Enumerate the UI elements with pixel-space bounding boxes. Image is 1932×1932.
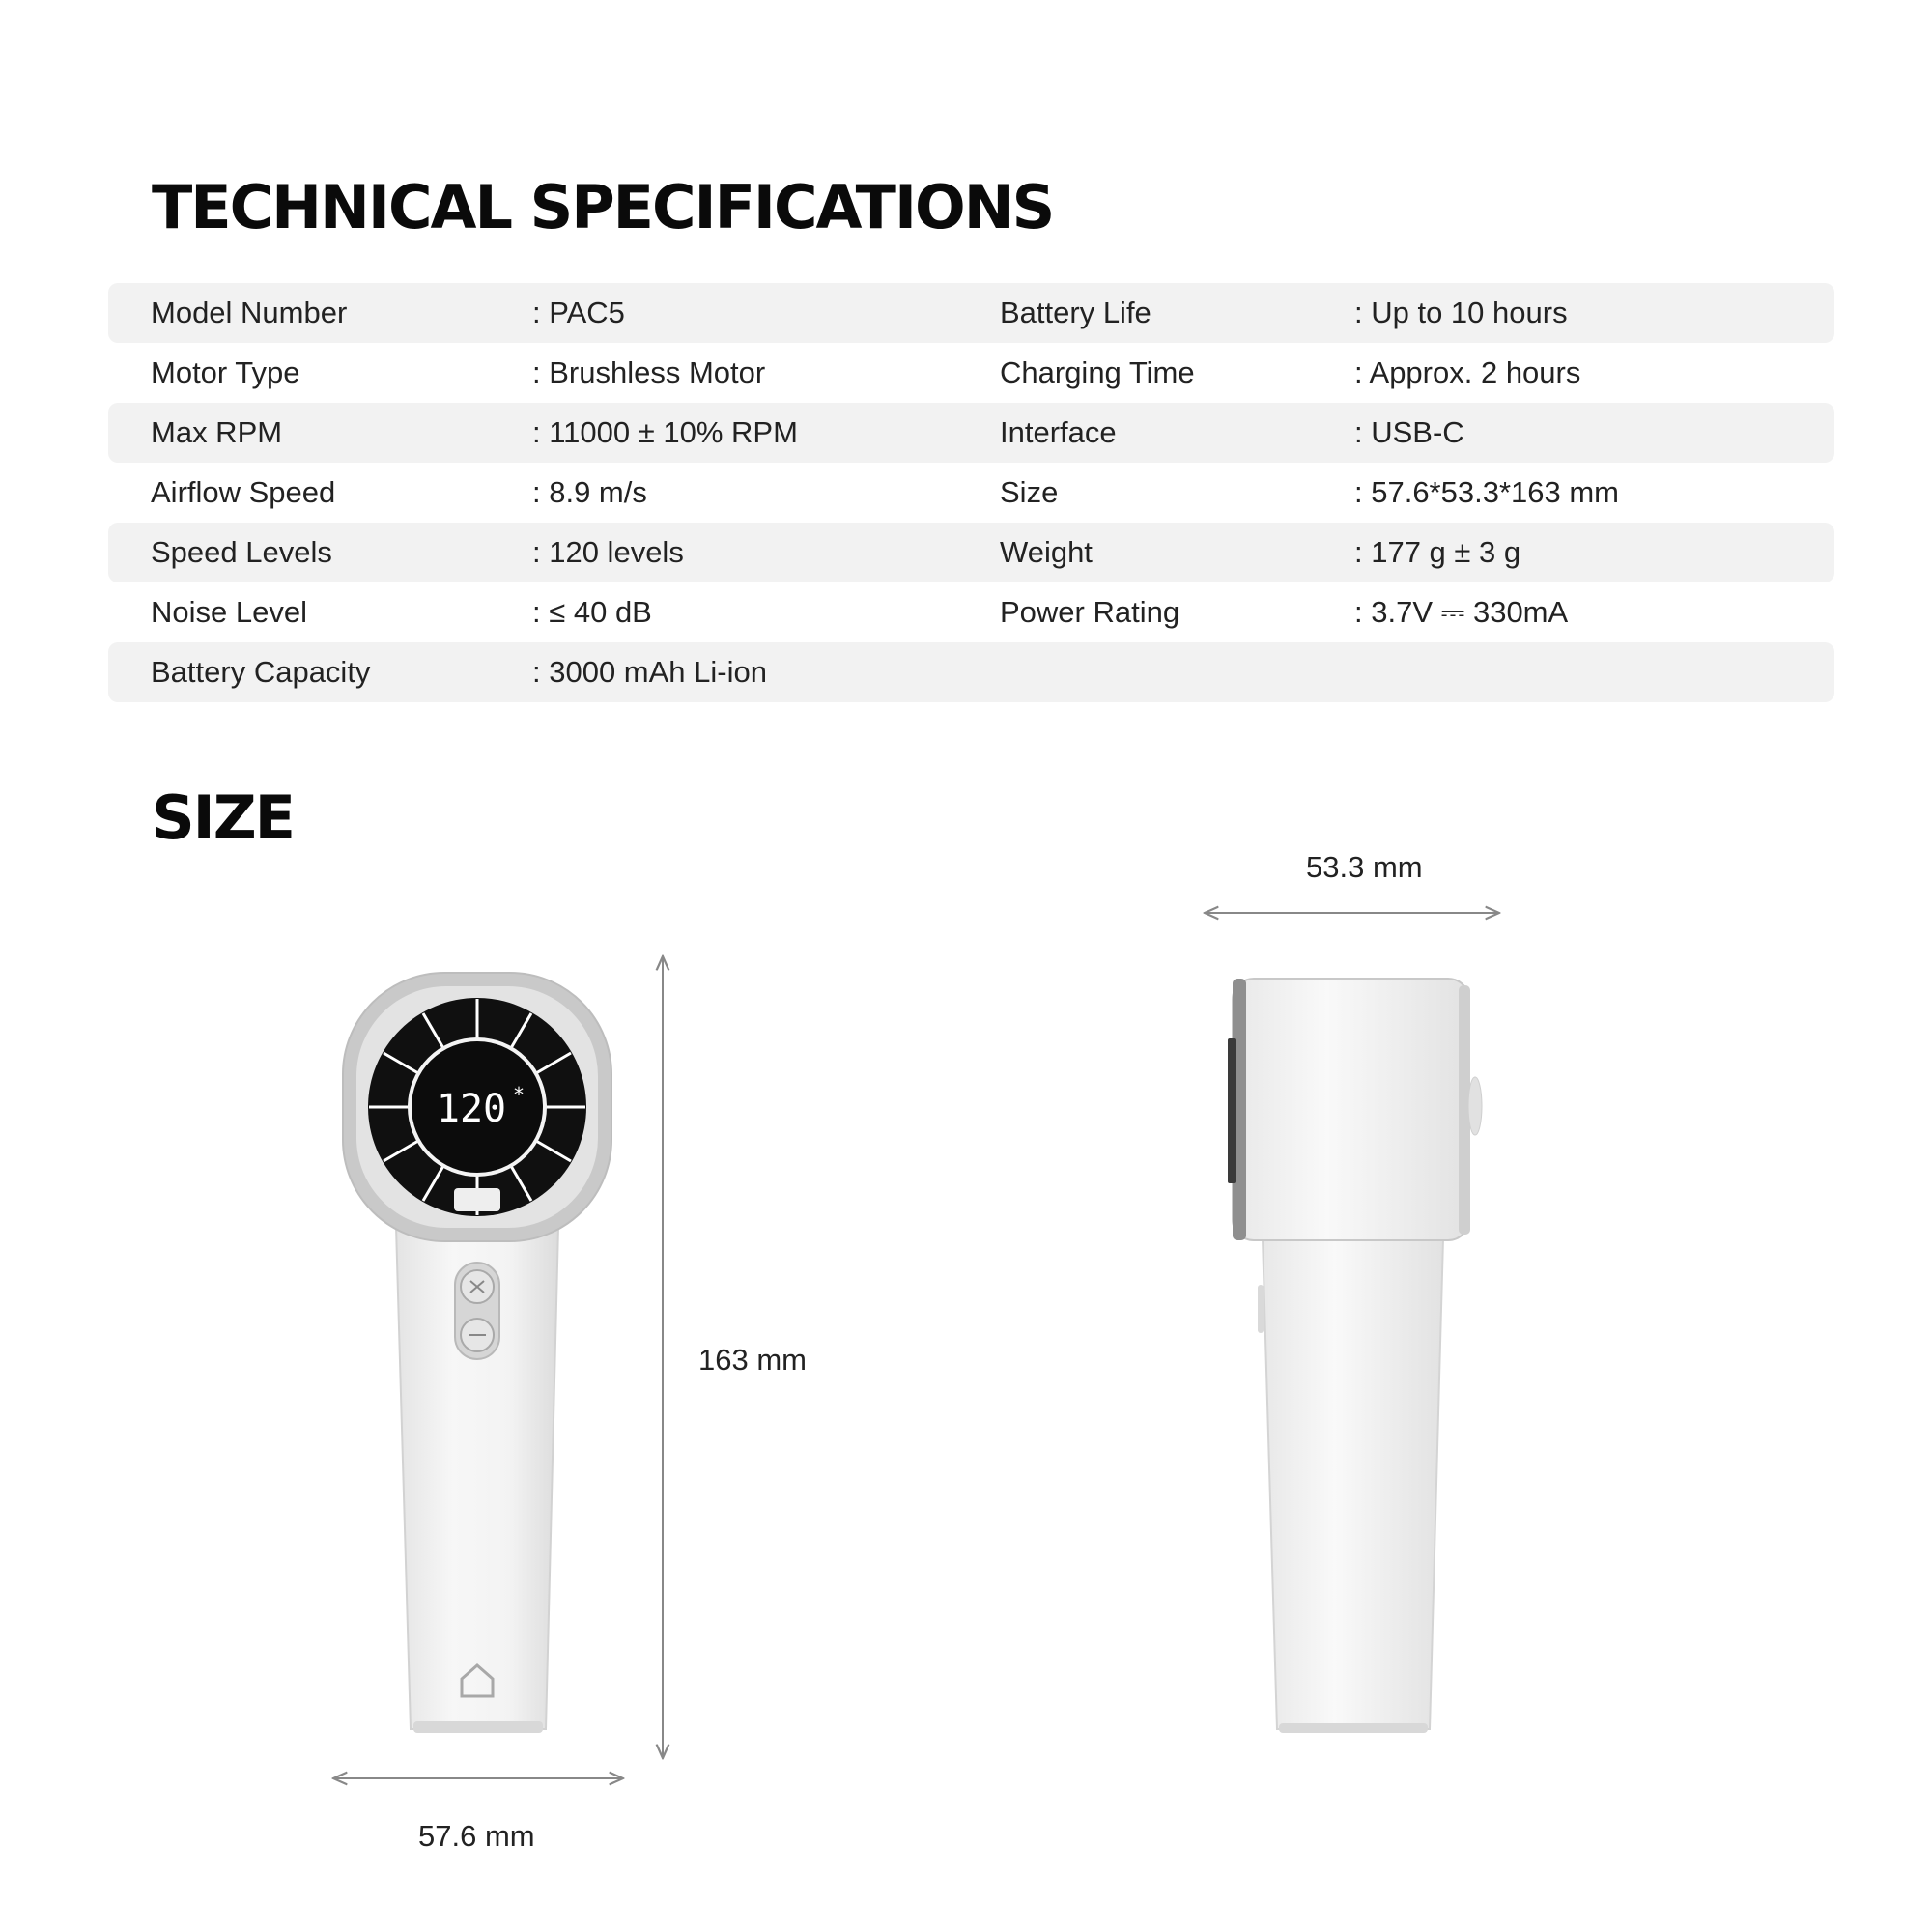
spec-title: TECHNICAL SPECIFICATIONS — [152, 172, 1054, 242]
spec-label: Max RPM — [151, 415, 283, 449]
spec-label: Size — [1000, 475, 1059, 509]
spec-value: : 120 levels — [532, 535, 684, 569]
fan-neck — [454, 1188, 500, 1211]
spec-label: Speed Levels — [151, 535, 332, 569]
spec-label: Motor Type — [151, 355, 300, 389]
spec-value: : PAC5 — [532, 296, 625, 329]
size-title: SIZE — [152, 782, 295, 853]
spec-value: : 3000 mAh Li-ion — [532, 655, 767, 689]
spec-value: : 8.9 m/s — [532, 475, 647, 509]
spec-label: Battery Capacity — [151, 655, 371, 689]
side-width-label: 53.3 mm — [1306, 850, 1423, 884]
side-handle — [1263, 1238, 1443, 1729]
spec-label: Battery Life — [1000, 296, 1151, 329]
spec-value: : ≤ 40 dB — [532, 595, 652, 629]
spec-label: Power Rating — [1000, 595, 1180, 629]
side-button — [1258, 1285, 1264, 1333]
side-back-knob — [1468, 1077, 1482, 1135]
side-front-grille — [1228, 1038, 1236, 1183]
spec-value: : 11000 ± 10% RPM — [532, 415, 798, 449]
spec-value: : Brushless Motor — [532, 355, 766, 389]
spec-value: : 177 g ± 3 g — [1354, 535, 1521, 569]
fan-side-view — [1228, 979, 1482, 1733]
spec-label: Interface — [1000, 415, 1117, 449]
snowflake-icon: * — [514, 1083, 524, 1106]
spec-value: : USB-C — [1354, 415, 1464, 449]
spec-label: Weight — [1000, 535, 1093, 569]
spec-value: : Approx. 2 hours — [1354, 355, 1581, 389]
side-handle-base — [1279, 1723, 1428, 1733]
spec-label: Model Number — [151, 296, 348, 329]
spec-label: Airflow Speed — [151, 475, 336, 509]
spec-value: : 57.6*53.3*163 mm — [1354, 475, 1620, 509]
display-readout: 120 — [436, 1087, 507, 1131]
spec-label: Charging Time — [1000, 355, 1195, 389]
spec-value: : 3.7V ⎓ 330mA — [1354, 595, 1569, 629]
spec-label: Noise Level — [151, 595, 307, 629]
front-width-label: 57.6 mm — [418, 1819, 535, 1853]
height-label: 163 mm — [698, 1343, 807, 1377]
side-head — [1233, 979, 1469, 1240]
spec-value: : Up to 10 hours — [1354, 296, 1568, 329]
fan-front-view — [343, 973, 611, 1733]
fan-handle-base — [413, 1721, 543, 1733]
